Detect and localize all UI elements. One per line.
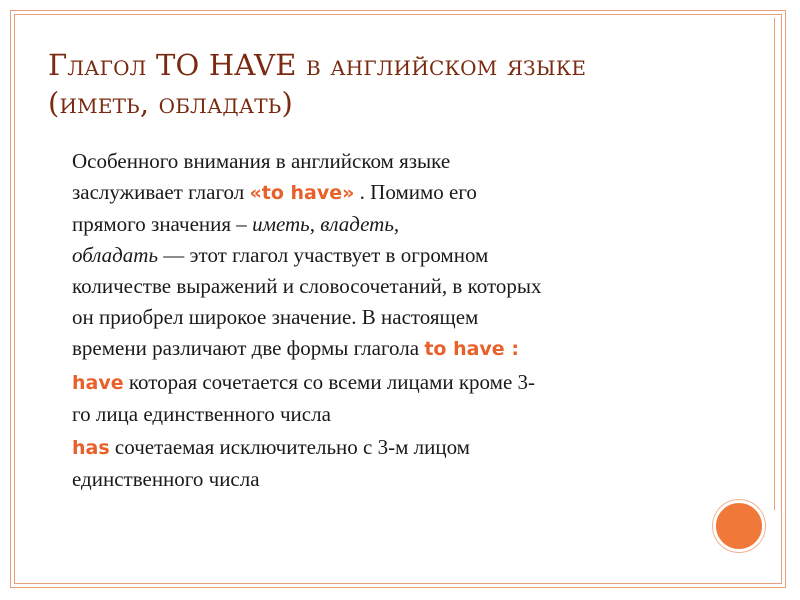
bullet-line <box>72 367 684 399</box>
text-segment: сочетаемая исключительно с 3-м лицом <box>109 435 470 459</box>
bullet-line <box>72 399 684 430</box>
text-segment: Особенного внимания в английском языке <box>72 149 451 173</box>
bullet-line <box>72 146 684 177</box>
text-segment: которая сочетается со всеми лицами кроме 3- <box>123 370 536 394</box>
decorative-circle <box>713 500 765 552</box>
bullet-item <box>48 146 684 365</box>
bullet-line <box>72 240 684 271</box>
text-segment: времени различают две формы глагола <box>72 336 425 360</box>
text-segment: он приобрел широкое значение. В настоящем <box>72 305 479 329</box>
bullet-item <box>48 432 684 495</box>
highlight-term: to have : <box>424 338 519 360</box>
title-line-1: Глагол TO HAVE в английском языке <box>48 48 587 82</box>
bullet-line <box>72 209 684 240</box>
text-segment: прямого значения – <box>72 212 253 236</box>
text-segment: иметь, владеть, <box>252 212 400 236</box>
slide-title <box>48 46 688 122</box>
title-line-2: (иметь, обладать) <box>48 86 293 120</box>
bullet-line <box>72 464 684 495</box>
highlight-term: have <box>72 372 124 394</box>
vertical-rule <box>774 18 775 510</box>
bullet-item <box>48 367 684 430</box>
text-segment: . Помимо его <box>354 180 477 204</box>
text-segment: количестве выражений и словосочетаний, в которых <box>72 274 542 298</box>
bullet-line <box>72 177 684 209</box>
text-segment: — этот глагол участвует в огромном <box>158 243 489 267</box>
text-segment: единственного числа <box>72 467 260 491</box>
bullet-line <box>72 302 684 333</box>
text-segment: обладать <box>72 243 159 267</box>
text-segment: заслуживает глагол <box>72 180 250 204</box>
text-segment: го лица единственного числа <box>72 402 331 426</box>
slide-body <box>48 146 684 497</box>
bullet-line <box>72 432 684 464</box>
bullet-line <box>72 271 684 302</box>
highlight-term: «to have» <box>249 182 355 204</box>
highlight-term: has <box>72 437 110 459</box>
bullet-line <box>72 333 684 365</box>
